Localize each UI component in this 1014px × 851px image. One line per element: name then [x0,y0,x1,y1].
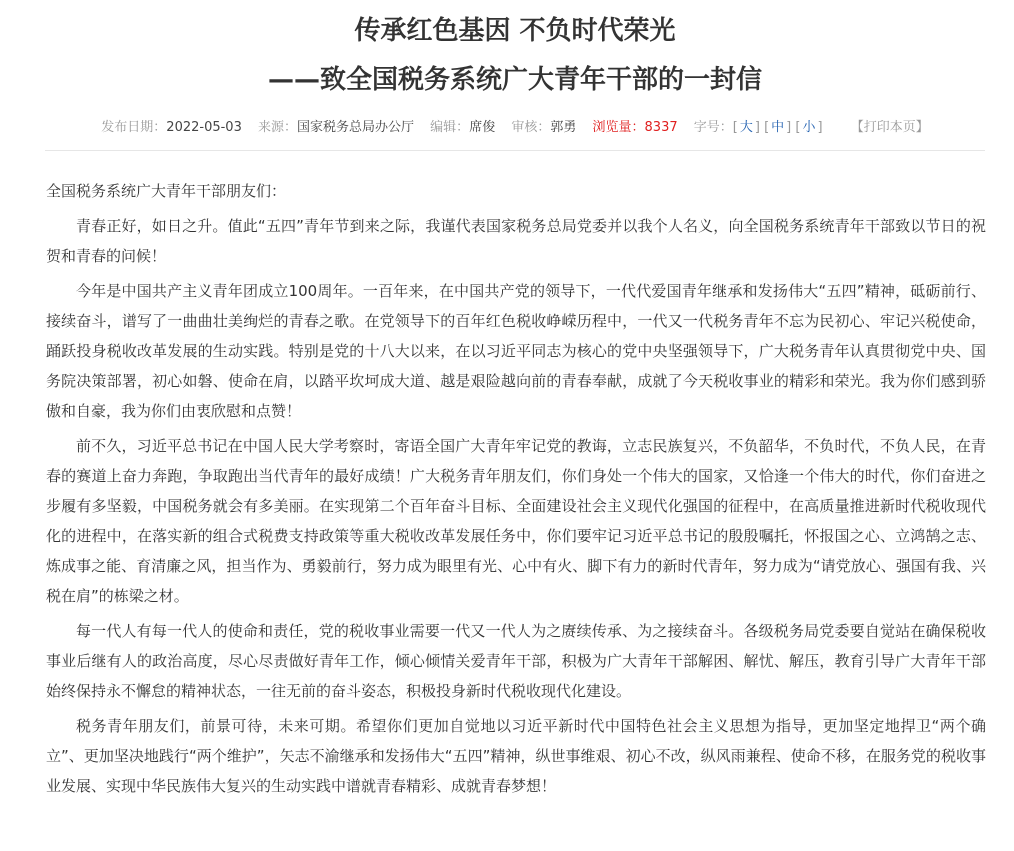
font-size-large-link[interactable]: 大 [739,120,753,135]
header-divider [45,150,985,151]
font-size-small-link[interactable]: 小 [802,120,816,135]
publish-date: 2022-05-03 [166,120,242,135]
views-label: 浏览量： [592,120,645,135]
article-title: 传承红色基因 不负时代荣光 [354,16,676,46]
font-size-label: 字号： [693,120,733,135]
article-subtitle: ——致全国税务系统广大青年干部的一封信 [267,65,762,95]
source-label: 来源： [258,120,298,135]
article-greeting: 全国税务系统广大青年干部朋友们： [46,182,287,200]
views-count: 8337 [644,120,678,135]
publish-date-label: 发布日期： [101,120,167,135]
source-value: 国家税务总局办公厅 [297,120,415,135]
article-body [46,176,986,806]
article-paragraph-5: 税务青年朋友们，前景可待，未来可期。希望你们更加自觉地以习近平新时代中国特色社会主义思想为指导，更加坚定地捍卫“两个确立”、更加坚决地践行“两个维护”，矢志不渝继承和发扬伟大“五四”精神，纵世事维艰、初心不改，纵风雨兼程、使命不移，在服务党的税收事业发展、实现中华民族伟大复兴的生动实践中谱就青春精彩、成就青春梦想！ [46,717,986,795]
editor-label: 编辑： [430,120,470,135]
reviewer-value: 郭勇 [550,120,577,135]
font-size-controls: [ 大 ] [ 中 ] [ 小 ] [732,120,823,135]
article-paragraph-2: 今年是中国共产主义青年团成立100周年。一百年来，在中国共产党的领导下，一代代爱国青年继承和发扬伟大“五四”精神，砥砺前行、接续奋斗，谱写了一曲曲壮美绚烂的青春之歌。在党领导下的百年红色税收峥嵘历程中，一代又一代税务青年不忘为民初心、牢记兴税使命，踊跃投身税收改革发展的生动实践。特别是党的十八大以来，在以习近平同志为核心的党中央坚强领导下，广大税务青年认真贯彻党中央、国务院决策部署，初心如磐、使命在肩，以踏平坎坷成大道、越是艰险越向前的青春奉献，成就了今天税收事业的精彩和荣光。我为你们感到骄傲和自豪，我为你们由衷欣慰和点赞！ [46,282,986,420]
article-meta-bar [0,118,1014,138]
article-paragraph-1: 青春正好，如日之升。值此“五四”青年节到来之际，我谨代表国家税务总局党委并以我个人名义，向全国税务系统青年干部致以节日的祝贺和青春的问候！ [46,217,986,265]
print-page-link[interactable]: 【打印本页】 [850,120,929,135]
font-size-medium-link[interactable]: 中 [771,120,785,135]
article-paragraph-3: 前不久，习近平总书记在中国人民大学考察时，寄语全国广大青年牢记党的教诲，立志民族复兴，不负韶华，不负时代，不负人民，在青春的赛道上奋力奔跑，争取跑出当代青年的最好成绩！广大税务青年朋友们，你们身处一个伟大的国家，又恰逢一个伟大的时代，你们奋进之步履有多坚毅，中国税务就会有多美丽。在实现第二个百年奋斗目标、全面建设社会主义现代化强国的征程中，在高质量推进新时代税收现代化的进程中，在落实新的组合式税费支持政策等重大税收改革发展任务中，你们要牢记习近平总书记的殷殷嘱托，怀报国之心、立鸿鹄之志、炼成事之能、育清廉之风，担当作为、勇毅前行，努力成为眼里有光、心中有火、脚下有力的新时代青年，努力成为“请党放心、强国有我、兴税在肩”的栋梁之材。 [46,437,986,605]
reviewer-label: 审核： [511,120,551,135]
editor-value: 席俊 [469,120,496,135]
article-paragraph-4: 每一代人有每一代人的使命和责任，党的税收事业需要一代又一代人为之赓续传承、为之接续奋斗。各级税务局党委要自觉站在确保税收事业后继有人的政治高度，尽心尽责做好青年工作，倾心倾情关爱青年干部，积极为广大青年干部解困、解忧、解压，教育引导广大青年干部始终保持永不懈怠的精神状态，一往无前的奋斗姿态，积极投身新时代税收现代化建设。 [46,622,986,700]
